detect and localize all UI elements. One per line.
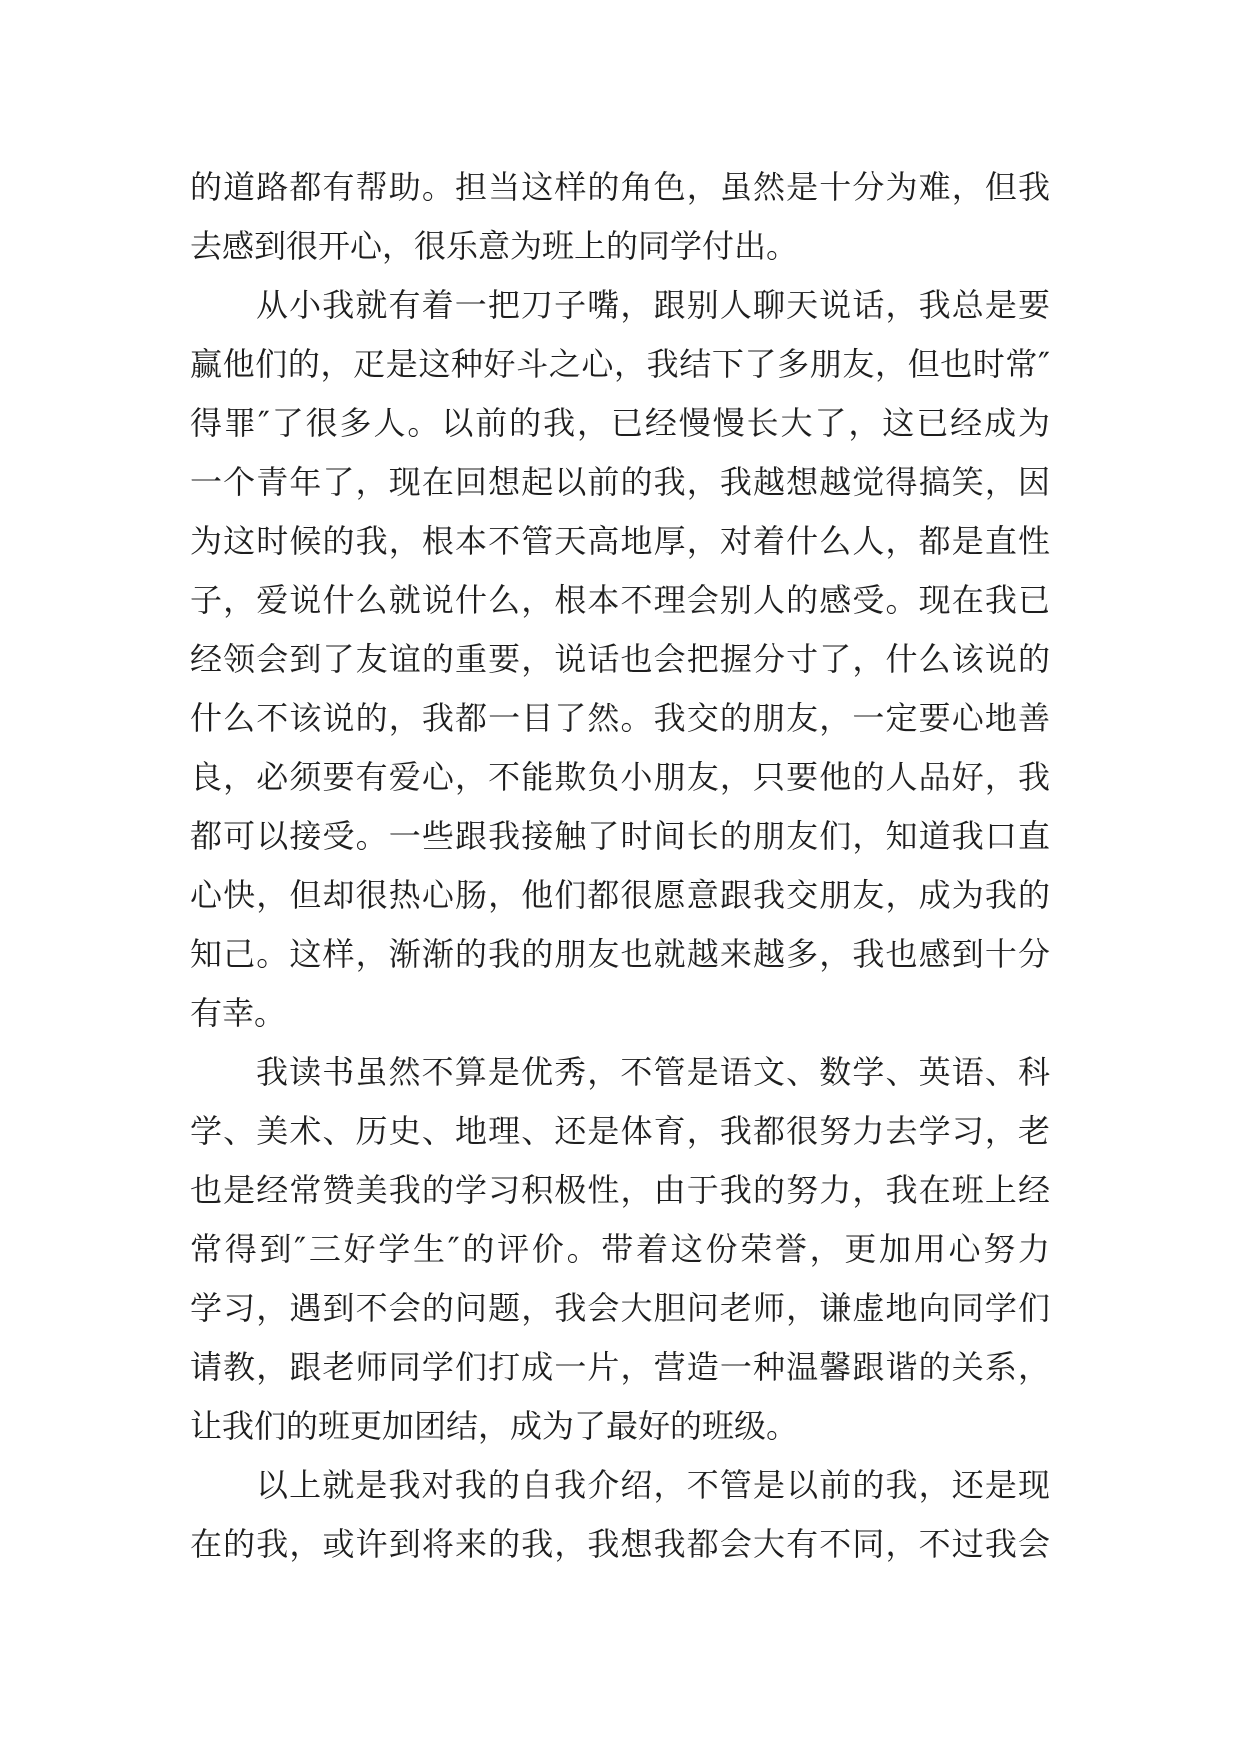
text-line: 赢他们的，疋是这种好斗之心，我结下了多朋友，但也时常″ <box>190 345 1050 383</box>
text-line: 什么不该说的，我都一目了然。我交的朋友，一定要心地善 <box>190 699 1050 737</box>
text-line: 学、美术、历史、地理、还是体育，我都很努力去学习，老 <box>190 1112 1050 1150</box>
text-line: 心快，但却很热心肠，他们都很愿意跟我交朋友，成为我的 <box>190 876 1050 914</box>
text-line: 请教，跟老师同学们打成一片，营造一种温馨跟谐的关系， <box>190 1348 1050 1386</box>
text-line: 子，爱说什么就说什么，根本不理会别人的感受。现在我已 <box>190 581 1050 619</box>
paragraph-start-line: 以上就是我对我的自我介绍，不管是以前的我，还是现 <box>256 1466 1050 1504</box>
text-line: 得罪″了很多人。以前的我，已经慢慢长大了，这已经成为 <box>190 404 1050 442</box>
text-line: 去感到很开心，很乐意为班上的同学付出。 <box>190 227 799 265</box>
text-line: 为这时候的我，根本不管天高地厚，对着什么人，都是直性 <box>190 522 1050 560</box>
text-line: 经领会到了友谊的重要，说话也会把握分寸了，什么该说的 <box>190 640 1050 678</box>
text-line: 一个青年了，现在回想起以前的我，我越想越觉得搞笑，因 <box>190 463 1050 501</box>
text-line: 良，必须要有爱心，不能欺负小朋友，只要他的人品好，我 <box>190 758 1050 796</box>
text-line: 的道路都有帮助。担当这样的角色，虽然是十分为难，但我 <box>190 168 1050 206</box>
text-line: 知己。这样，渐渐的我的朋友也就越来越多，我也感到十分 <box>190 935 1050 973</box>
text-line: 常得到″三好学生″的评价。带着这份荣誉，更加用心努力 <box>190 1230 1050 1268</box>
text-line: 学习，遇到不会的问题，我会大胆问老师，谦虚地向同学们 <box>190 1289 1050 1327</box>
body-text <box>190 158 1050 1574</box>
paragraph-start-line: 我读书虽然不算是优秀，不管是语文、数学、英语、科 <box>256 1053 1050 1091</box>
text-line: 让我们的班更加团结，成为了最好的班级。 <box>190 1407 799 1445</box>
text-line: 也是经常赞美我的学习积极性，由于我的努力，我在班上经 <box>190 1171 1050 1209</box>
text-line: 在的我，或许到将来的我，我想我都会大有不同，不过我会 <box>190 1525 1050 1563</box>
text-line: 有幸。 <box>190 994 287 1032</box>
text-line: 都可以接受。一些跟我接触了时间长的朋友们，知道我口直 <box>190 817 1050 855</box>
paragraph-start-line: 从小我就有着一把刀子嘴，跟别人聊天说话，我总是要 <box>256 286 1050 324</box>
